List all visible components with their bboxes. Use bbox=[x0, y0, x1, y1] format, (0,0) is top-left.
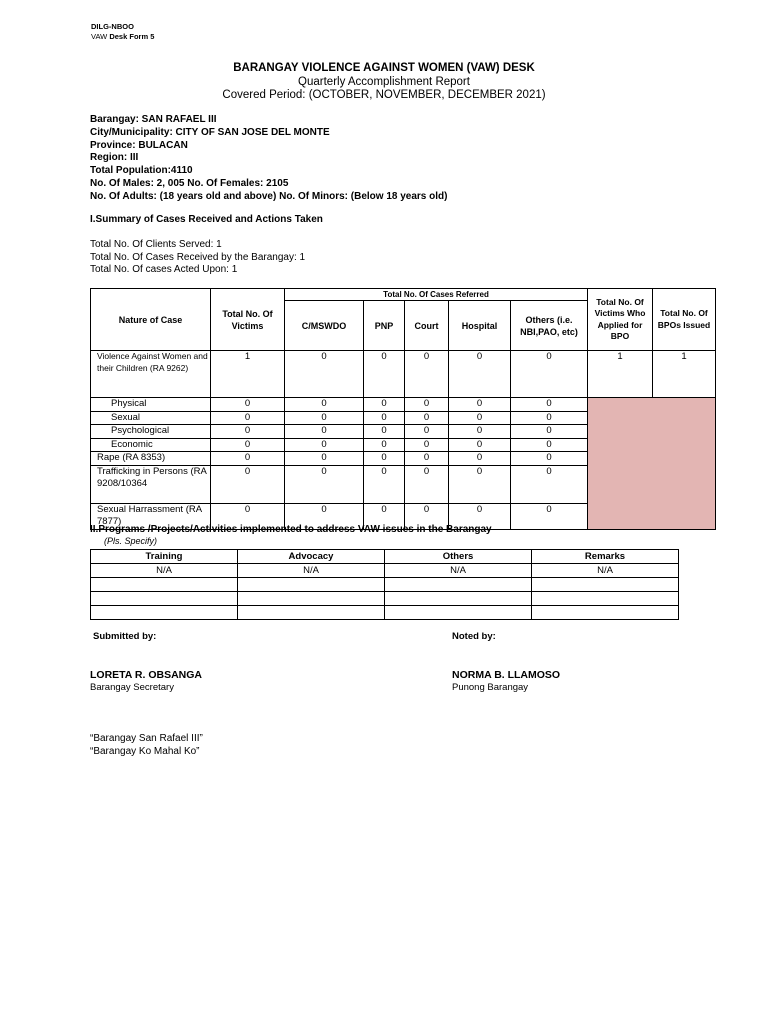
cell-pnp: 0 bbox=[364, 351, 405, 398]
row-label: Rape (RA 8353) bbox=[91, 452, 211, 466]
cell-pnp: 0 bbox=[364, 398, 405, 412]
section2-heading: II.Programs /Projects/Activities implemented to address VAW issues in the Barangay bbox=[90, 524, 492, 535]
header-total-victims: Total No. Of Victims bbox=[211, 289, 285, 351]
empty-cell bbox=[385, 592, 532, 606]
total-clients-served: Total No. Of Clients Served: 1 bbox=[90, 239, 222, 250]
cell-court: 0 bbox=[405, 503, 449, 529]
case-totals bbox=[90, 239, 305, 277]
cell-others: 0 bbox=[511, 465, 588, 503]
cell-others: 0 bbox=[511, 503, 588, 529]
info-adults-minors: No. Of Adults: (18 years old and above) No. Of Minors: (Below 18 years old) bbox=[90, 190, 448, 202]
table-row bbox=[91, 351, 716, 398]
row-label: Sexual Harrassment (RA 7877) bbox=[91, 503, 211, 529]
cell-victims: 1 bbox=[211, 351, 285, 398]
cell-cmswdo: 0 bbox=[285, 503, 364, 529]
report-subtitle: Quarterly Accomplishment Report bbox=[298, 75, 470, 88]
form-code-line1: DILG-NBOO bbox=[91, 22, 134, 31]
empty-cell bbox=[385, 606, 532, 620]
cell-pnp: 0 bbox=[364, 452, 405, 466]
table-row bbox=[91, 564, 679, 578]
cell-hospital: 0 bbox=[449, 425, 511, 439]
cell-others: 0 bbox=[511, 425, 588, 439]
header-cmswdo: C/MSWDO bbox=[285, 301, 364, 351]
row-label: Trafficking in Persons (RA 9208/10364 bbox=[91, 465, 211, 503]
cell-cmswdo: 0 bbox=[285, 398, 364, 412]
noter-name: NORMA B. LLAMOSO bbox=[452, 669, 561, 681]
slogan-line1: “Barangay San Rafael III” bbox=[90, 733, 203, 744]
cell-hospital: 0 bbox=[449, 503, 511, 529]
header-victims-applied-bpo: Total No. Of Victims Who Applied for BPO bbox=[588, 289, 653, 351]
slogan-line2: “Barangay Ko Mahal Ko” bbox=[90, 745, 200, 757]
table-row bbox=[91, 592, 679, 606]
barangay-info bbox=[90, 114, 447, 204]
total-cases-received: Total No. Of Cases Received by the Barangay: 1 bbox=[90, 251, 306, 263]
table-row bbox=[91, 606, 679, 620]
cell-cmswdo: 0 bbox=[285, 438, 364, 452]
header-bpos-issued: Total No. Of BPOs Issued bbox=[653, 289, 716, 351]
cell-hospital: 0 bbox=[449, 398, 511, 412]
section1-heading: I.Summary of Cases Received and Actions Taken bbox=[90, 214, 323, 225]
cell-pnp: 0 bbox=[364, 438, 405, 452]
empty-cell bbox=[532, 592, 679, 606]
cell-court: 0 bbox=[405, 465, 449, 503]
programs-header-row bbox=[91, 550, 679, 564]
empty-cell bbox=[238, 578, 385, 592]
report-title-block bbox=[0, 62, 768, 103]
cell-training: N/A bbox=[91, 564, 238, 578]
header-nature-of-case: Nature of Case bbox=[91, 289, 211, 351]
info-city: City/Municipality: CITY OF SAN JOSE DEL MONTE bbox=[90, 126, 330, 138]
shaded-bpo-area bbox=[588, 398, 716, 530]
cell-hospital: 0 bbox=[449, 438, 511, 452]
total-cases-acted: Total No. Of cases Acted Upon: 1 bbox=[90, 264, 238, 276]
report-title: BARANGAY VIOLENCE AGAINST WOMEN (VAW) DESK bbox=[233, 62, 535, 74]
header-court: Court bbox=[405, 301, 449, 351]
empty-cell bbox=[532, 578, 679, 592]
submitter-name: LORETA R. OBSANGA bbox=[90, 669, 202, 681]
cell-cmswdo: 0 bbox=[285, 425, 364, 439]
cell-victims: 0 bbox=[211, 411, 285, 425]
header-cases-referred: Total No. Of Cases Referred bbox=[285, 289, 588, 301]
cell-hospital: 0 bbox=[449, 351, 511, 398]
cell-cmswdo: 0 bbox=[285, 452, 364, 466]
empty-cell bbox=[238, 592, 385, 606]
cell-pnp: 0 bbox=[364, 425, 405, 439]
cell-bpo-applied: 1 bbox=[588, 351, 653, 398]
cell-victims: 0 bbox=[211, 452, 285, 466]
cell-cmswdo: 0 bbox=[285, 351, 364, 398]
form-code-bold: Desk Form 5 bbox=[109, 32, 155, 41]
submitted-by-label: Submitted by: bbox=[93, 631, 157, 642]
cell-court: 0 bbox=[405, 398, 449, 412]
info-barangay: Barangay: SAN RAFAEL III bbox=[90, 114, 217, 125]
cell-court: 0 bbox=[405, 425, 449, 439]
cell-court: 0 bbox=[405, 452, 449, 466]
submitter-position: Barangay Secretary bbox=[90, 682, 174, 693]
empty-cell bbox=[532, 606, 679, 620]
header-remarks: Remarks bbox=[532, 550, 679, 564]
form-code-line2 bbox=[91, 32, 154, 42]
cell-others: 0 bbox=[511, 351, 588, 398]
cell-advocacy: N/A bbox=[238, 564, 385, 578]
cell-victims: 0 bbox=[211, 425, 285, 439]
slogans bbox=[90, 733, 203, 758]
header-hospital: Hospital bbox=[449, 301, 511, 351]
cell-others: 0 bbox=[511, 398, 588, 412]
info-males-females: No. Of Males: 2, 005 No. Of Females: 2105 bbox=[90, 177, 289, 189]
cell-hospital: 0 bbox=[449, 452, 511, 466]
empty-cell bbox=[91, 592, 238, 606]
info-region: Region: III bbox=[90, 152, 139, 164]
cell-pnp: 0 bbox=[364, 503, 405, 529]
header-others: Others bbox=[385, 550, 532, 564]
covered-period: Covered Period: (OCTOBER, NOVEMBER, DECEMBER 2021) bbox=[222, 89, 546, 101]
empty-cell bbox=[91, 578, 238, 592]
cell-remarks: N/A bbox=[532, 564, 679, 578]
cases-table bbox=[90, 288, 716, 530]
programs-table bbox=[90, 549, 679, 620]
row-label: Violence Against Women and their Children (RA 9262) bbox=[91, 351, 211, 398]
header-others: Others (i.e. NBI,PAO, etc) bbox=[511, 301, 588, 351]
noter-position: Punong Barangay bbox=[452, 682, 529, 693]
info-population: Total Population:4110 bbox=[90, 165, 193, 177]
cell-hospital: 0 bbox=[449, 465, 511, 503]
form-code bbox=[91, 22, 154, 42]
cell-victims: 0 bbox=[211, 438, 285, 452]
cell-court: 0 bbox=[405, 438, 449, 452]
cell-court: 0 bbox=[405, 351, 449, 398]
row-label: Psychological bbox=[91, 425, 211, 439]
section2-note: (Pls. Specify) bbox=[104, 536, 158, 546]
table-row bbox=[91, 578, 679, 592]
cell-court: 0 bbox=[405, 411, 449, 425]
cell-others: N/A bbox=[385, 564, 532, 578]
cell-others: 0 bbox=[511, 438, 588, 452]
row-label: Sexual bbox=[91, 411, 211, 425]
noted-by-label: Noted by: bbox=[452, 631, 496, 642]
cell-cmswdo: 0 bbox=[285, 465, 364, 503]
row-label: Physical bbox=[91, 398, 211, 412]
empty-cell bbox=[238, 606, 385, 620]
header-training: Training bbox=[91, 550, 238, 564]
row-label: Economic bbox=[91, 438, 211, 452]
info-province: Province: BULACAN bbox=[90, 139, 188, 151]
cell-hospital: 0 bbox=[449, 411, 511, 425]
cell-pnp: 0 bbox=[364, 465, 405, 503]
table-row bbox=[91, 398, 716, 412]
cell-others: 0 bbox=[511, 411, 588, 425]
cell-victims: 0 bbox=[211, 503, 285, 529]
header-advocacy: Advocacy bbox=[238, 550, 385, 564]
empty-cell bbox=[385, 578, 532, 592]
cell-victims: 0 bbox=[211, 398, 285, 412]
empty-cell bbox=[91, 606, 238, 620]
cell-others: 0 bbox=[511, 452, 588, 466]
form-code-prefix: VAW bbox=[91, 32, 110, 41]
cell-cmswdo: 0 bbox=[285, 411, 364, 425]
cell-victims: 0 bbox=[211, 465, 285, 503]
cell-pnp: 0 bbox=[364, 411, 405, 425]
header-pnp: PNP bbox=[364, 301, 405, 351]
cell-bpo-issued: 1 bbox=[653, 351, 716, 398]
